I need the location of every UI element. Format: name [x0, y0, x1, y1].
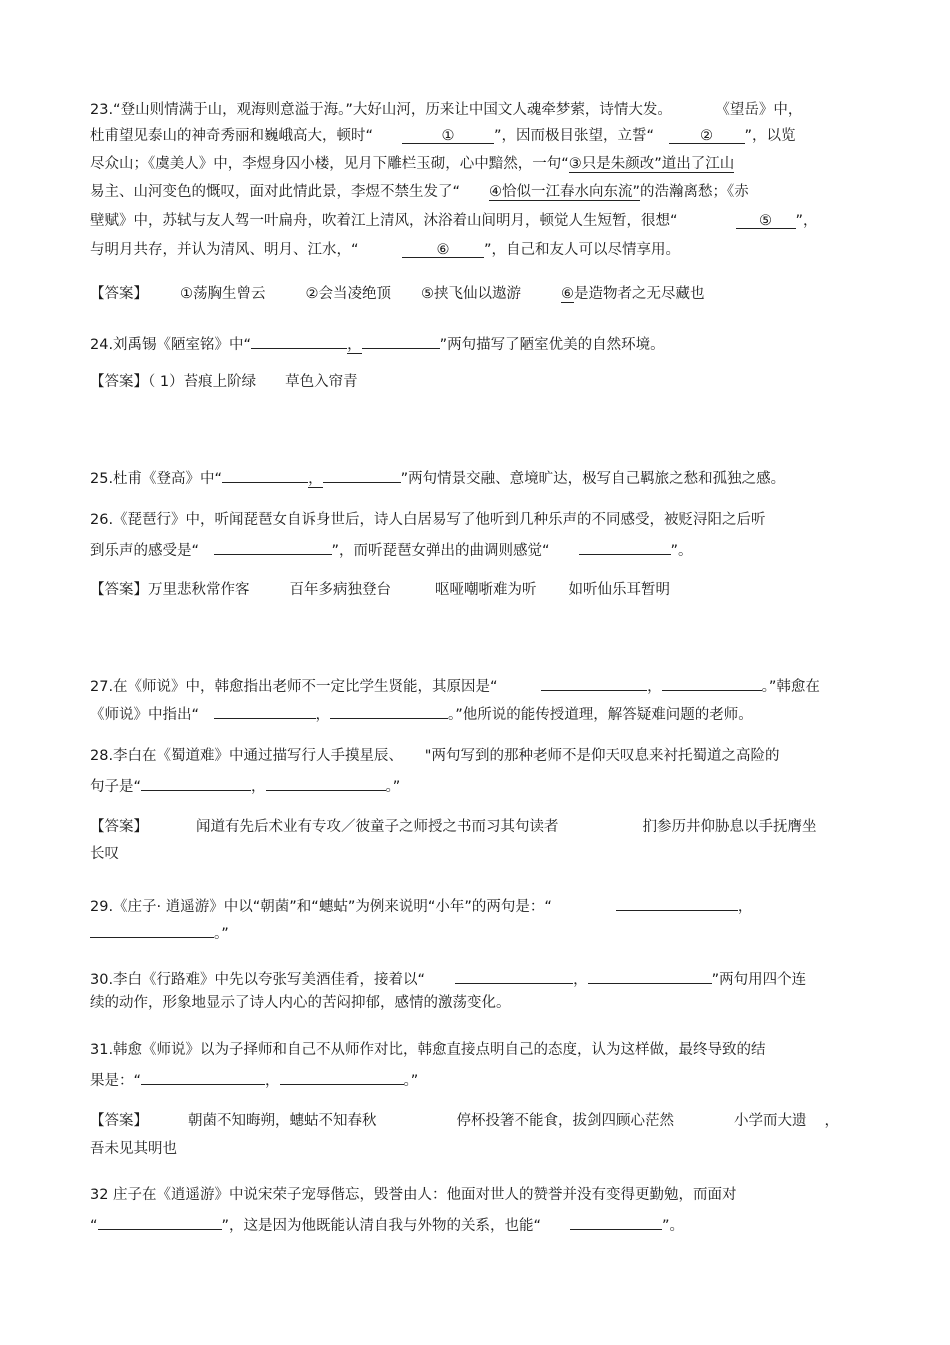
q23-line3: 尽众山；《虞美人》中，李煜身囚小楼，见月下雕栏玉砌，心中黯然，一句“③只是朱颜改”道出了江山: [90, 156, 735, 172]
answer-26: 【答案】万里悲秋常作客 百年多病独登台 呕哑嘲哳难为听 如听仙乐耳暂明: [90, 582, 670, 598]
q23-blank-2: ②: [669, 126, 745, 144]
q23-blank-1: ①: [402, 126, 494, 144]
q23-blank-5: ⑤: [736, 211, 796, 229]
q31-line2: 果是：“ ， 。”: [90, 1067, 418, 1091]
q30-line1: 30.李白《行路难》中先以夸张写美酒佳肴，接着以“ ， ”两句用四个连: [90, 966, 806, 990]
answer-31-cont: 吾未见其明也: [90, 1141, 177, 1157]
q24: 24.刘禹锡《陋室铭》中“ ， ”两句描写了陋室优美的自然环境。: [90, 331, 665, 355]
q32-line1: 32 庄子在《逍遥游》中说宋荣子宠辱偕忘，毁誉由人：他面对世人的赞誉并没有变得更勤勉，而面对: [90, 1187, 737, 1203]
q28-line2: 句子是“ ， 。”: [90, 773, 400, 797]
q23-line4: 易主、山河变色的慨叹，面对此情此景，李煜不禁生发了“ ④恰似一江春水向东流”的浩瀚离愁；《赤: [90, 184, 749, 200]
answer-label: 【答案】: [90, 1113, 148, 1129]
q23-line1: 23.“登山则情满于山，观海则意溢于海。”大好山河，历来让中国文人魂牵梦萦，诗情大发。 《望岳》中，: [90, 102, 803, 118]
q23-blank-6: ⑥: [402, 240, 484, 258]
answer-label: 【答案】: [90, 819, 148, 835]
q25: 25.杜甫《登高》中“ ， ”两句情景交融、意境旷达，极写自己羁旅之愁和孤独之感。: [90, 465, 785, 489]
q23-line6: 与明月共存，并认为清风、明月、江水，“ ⑥ ”，自己和友人可以尽情享用。: [90, 242, 681, 258]
q27-line1: 27.在《师说》中，韩愈指出老师不一定比学生贤能，其原因是“ ， 。”韩愈在: [90, 673, 820, 697]
answer-label: 【答案】: [90, 286, 148, 302]
q26-line2: 到乐声的感受是“ ”，而听琵琶女弹出的曲调则感觉“ ”。: [90, 537, 693, 561]
q27-line2: 《师说》中指出“ ， 。”他所说的能传授道理，解答疑难问题的老师。: [90, 701, 753, 725]
answer-label: 【答案】: [90, 374, 148, 390]
q23-line2: 杜甫望见泰山的神奇秀丽和巍峨高大，顿时“ ① ”，因而极目张望，立誓“ ② ”，以览: [90, 128, 796, 144]
answer-28: 【答案】 闻道有先后术业有专攻／彼童子之师授之书而习其句读者 扪参历井仰胁息以手抚膺坐: [90, 819, 817, 835]
answer-28-cont: 长叹: [90, 846, 119, 862]
answer-label: 【答案】: [90, 582, 148, 598]
answer-23: 【答案】 ①荡胸生曾云 ②会当凌绝顶 ⑤挟飞仙以遨游 ⑥是造物者之无尽藏也: [90, 286, 705, 302]
q29-line1: 29.《庄子· 逍遥游》中以“朝菌”和“蟪蛄”为例来说明“小年”的两句是：“ ，: [90, 893, 752, 917]
q23-line5: 壁赋》中，苏轼与友人驾一叶扁舟，吹着江上清风，沐浴着山间明月，顿觉人生短暂，很想“ ⑤ ”，: [90, 213, 818, 229]
q26-line1: 26.《琵琶行》中，听闻琵琶女自诉身世后，诗人白居易写了他听到几种乐声的不同感受，被贬浔阳之后听: [90, 512, 766, 528]
q28-line1: 28.李白在《蜀道难》中通过描写行人手摸星辰、 "两句写到的那种老师不是仰天叹息来衬托蜀道之高险的: [90, 748, 780, 764]
q31-line1: 31.韩愈《师说》以为子择师和自己不从师作对比，韩愈直接点明自己的态度，认为这样做，最终导致的结: [90, 1042, 766, 1058]
q23-underlined-4: ④恰似一江春水向东流”: [489, 184, 641, 200]
q32-line2: “ ”，这是因为他既能认清自我与外物的关系，也能“ ”。: [90, 1212, 684, 1236]
q23-underlined-3: ③只是朱颜改”道出了江山: [568, 156, 735, 172]
q29-line2: 。”: [90, 920, 229, 944]
answer-24: 【答案】（ 1）苔痕上阶绿 草色入帘青: [90, 374, 358, 390]
answer-31: 【答案】 朝菌不知晦朔，蟪蛄不知春秋 停杯投箸不能食，拔剑四顾心茫然 小学而大遗 ，: [90, 1113, 839, 1129]
q30-line2: 续的动作，形象地显示了诗人内心的苦闷抑郁，感情的激荡变化。: [90, 995, 511, 1011]
